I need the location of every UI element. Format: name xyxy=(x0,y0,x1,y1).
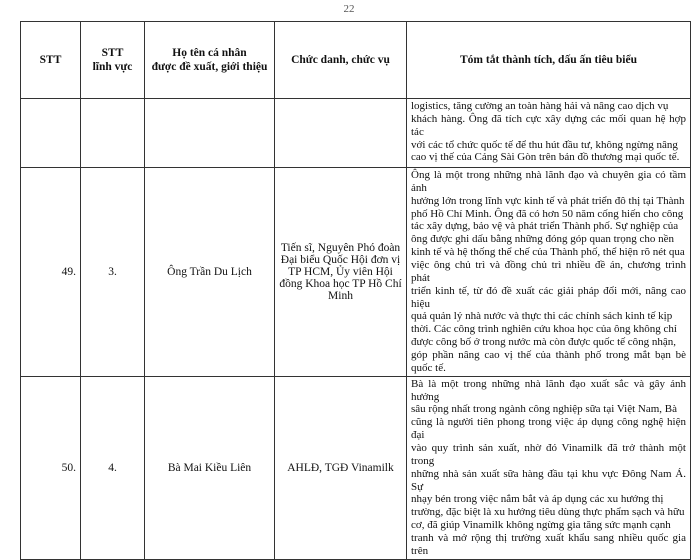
page-number: 22 xyxy=(343,3,355,15)
cell-title: AHLĐ, TGĐ Vinamilk xyxy=(275,376,407,559)
cell-stt-field: 4. xyxy=(81,376,145,559)
cell-name: Ông Trần Du Lịch xyxy=(145,168,275,377)
cell-summary: logistics, tăng cường an toàn hàng hải và nâng cao dịch vụ khách hàng. Ông đã tích cực xây dựng các mối quan hệ hợp tác với các tổ chức quốc tế để thu hút đầu tư, không ngừng nâng cao vị thế của Cảng Sài Gòn trên bản đồ thương mại quốc tế. xyxy=(407,99,691,168)
cell-title xyxy=(275,99,407,168)
cell-summary: Bà là một trong những nhà lãnh đạo xuất sắc và gây ảnh hưởng sâu rộng nhất trong ngành công nghiệp sữa tại Việt Nam, Bà cũng là người tiên phong trong việc áp dụng công nghệ hiện đại vào quy trình sản xuất, nhờ đó Vinamilk đã trở thành một trong những nhà sản xuất sữa hàng đầu tại khu vực Đông Nam Á. Sự nhạy bén trong việc nắm bắt và áp dụng các xu hướng thị trường, đặc biệt là xu hướng tiêu dùng thực phẩm sạch và hữu cơ, đã giúp Vinamilk không ngừng gia tăng sức mạnh cạnh tranh và mở rộng thị trường xuất khẩu sang nhiều quốc gia trên xyxy=(407,376,691,559)
header-summary: Tóm tắt thành tích, dấu ấn tiêu biểu xyxy=(407,22,691,99)
header-stt: STT xyxy=(21,22,81,99)
cell-stt: 50. xyxy=(21,376,81,559)
awards-table xyxy=(20,21,691,560)
cell-stt-field xyxy=(81,99,145,168)
cell-title: Tiến sĩ, Nguyên Phó đoàn Đại biểu Quốc Hội đơn vị TP HCM, Ủy viên Hội đồng Khoa học TP Hồ Chí Minh xyxy=(275,168,407,377)
header-title: Chức danh, chức vụ xyxy=(275,22,407,99)
cell-name xyxy=(145,99,275,168)
cell-summary: Ông là một trong những nhà lãnh đạo và chuyên gia có tầm ảnh hưởng lớn trong lĩnh vực kinh tế và phát triển đô thị tại Thành phố Hồ Chí Minh. Ông đã có hơn 50 năm cống hiến cho công tác xây dựng, bảo vệ và phát triển Thành phố. Sự nghiệp của ông được ghi dấu bằng những đóng góp quan trọng cho nền kinh tế và hệ thống thể chế của Thành phố, thể hiện rõ nét qua việc ông chủ trì và đồng chủ trì nhiều đề án, chương trình phát triển kinh tế, từ đó đề xuất các giải pháp đổi mới, nâng cao hiệu quả quản lý nhà nước và thực thi các chính sách kinh tế kịp thời. Các công trình nghiên cứu khoa học của ông không chỉ được công bố ở trong nước mà còn được quốc tế công nhận, góp phần nâng cao vị thế của thành phố trong mắt bạn bè quốc tế. xyxy=(407,168,691,377)
cell-stt-field: 3. xyxy=(81,168,145,377)
header-name: Họ tên cá nhân được đề xuất, giới thiệu xyxy=(145,22,275,99)
table-row xyxy=(21,376,691,559)
cell-stt: 49. xyxy=(21,168,81,377)
cell-name: Bà Mai Kiều Liên xyxy=(145,376,275,559)
table-row xyxy=(21,168,691,377)
cell-stt xyxy=(21,99,81,168)
table-row-continued xyxy=(21,99,691,168)
table-header-row xyxy=(21,22,691,99)
header-stt-field: STT lĩnh vực xyxy=(81,22,145,99)
